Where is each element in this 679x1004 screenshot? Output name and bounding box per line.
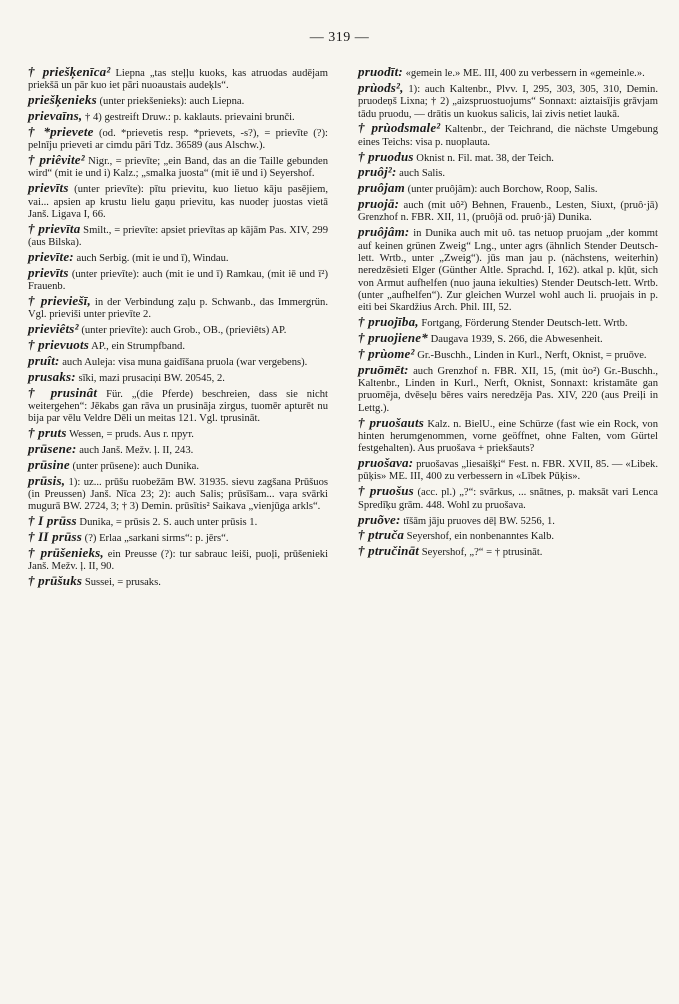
entry-headword: † *prievete xyxy=(28,123,94,139)
entry-headword: † prusinât xyxy=(28,384,98,400)
dictionary-entry xyxy=(28,220,328,250)
entry-text: (unter priekšenieks): auch Liepna. xyxy=(96,96,245,108)
dictionary-entry xyxy=(28,472,328,514)
entry-headword: prūsene: xyxy=(28,440,77,456)
entry-text: Nigr., = prievīte; „ein Band, das an die Taille gebunden wird“ (mit ie und i) Kalz.; „smalka juosta“ (mit iē und i) Seyershof. xyxy=(28,156,328,180)
entry-headword: † prieviešī, xyxy=(28,293,91,308)
dictionary-entry xyxy=(358,332,658,346)
entry-headword: † ptručināt xyxy=(358,543,420,559)
entry-text: Daugava 1939, S. 266, die Abwesenheit. xyxy=(427,334,603,346)
entry-text: 1): auch Kaltenbr., Plvv. I, 295, 303, 305, 310, Demin. pruodeņš Lixna; † 2) „aizspruostuojums“ Sonnaxt: aiztaisījis grāvjam tādu pruodu, — drātis un kuokus salicis, lai zivis netiet laukā. xyxy=(358,83,658,120)
dictionary-entry xyxy=(28,427,328,441)
dictionary-entry xyxy=(358,529,658,543)
entry-headword: prùods², xyxy=(358,79,404,95)
entry-headword: prusaks: xyxy=(28,368,76,384)
dictionary-entry xyxy=(358,166,658,180)
dictionary-entry xyxy=(358,545,658,559)
entry-headword: priešķenieks xyxy=(28,92,97,108)
entry-headword: pruôjam xyxy=(358,180,405,196)
dictionary-entry xyxy=(358,485,658,512)
entry-headword: † pruojība, xyxy=(358,314,419,330)
entry-headword: † prievīta xyxy=(28,220,81,236)
entry-text: (od. *prievetis resp. *prievets, -s?), = prievīte (?): pelnīju prieveti ar cimdu pāri Tdz. 36589 (aus Alschw.). xyxy=(28,127,328,152)
entry-headword: prievīts xyxy=(28,264,69,280)
dictionary-entry xyxy=(28,352,328,369)
entry-text: tīšām jāju pruoves dēļ BW. 5256, 1. xyxy=(400,515,555,527)
dictionary-entry xyxy=(28,440,328,457)
dictionary-entry xyxy=(28,154,328,181)
dictionary-entry xyxy=(358,316,658,330)
entry-text: auch Auleja: visa muna gaidīšana pruola (war vergebens). xyxy=(59,356,308,368)
dictionary-entry xyxy=(358,79,658,121)
entry-headword: † pruošus xyxy=(358,483,414,499)
entry-headword: † pruojiene* xyxy=(358,330,428,346)
entry-headword: pruôj²: xyxy=(358,164,397,180)
dictionary-entry xyxy=(28,94,328,108)
entry-text: (unter pruôjâm): auch Borchow, Roop, Salis. xyxy=(404,184,598,196)
left-column xyxy=(28,66,328,591)
page-number: — 319 — xyxy=(309,30,370,45)
entry-text: (unter prievīte): pītu prievitu, kuo lietuo kāju pasējiem, vai... apsien ap krustu lielu gaņu prievitu, kas nuodeŗ juostas vietā Janš. Ligava I, 66. xyxy=(28,184,328,220)
entry-headword: pruošava: xyxy=(358,455,414,471)
entry-headword: prūsine xyxy=(28,456,70,472)
entry-text: Smilt., = prievīte: apsiet prievītas ap kājām Pas. XIV, 299 (aus Bilska). xyxy=(28,224,328,249)
entry-headword: prūsis, xyxy=(28,472,66,488)
entry-text: Wessen, = pruds. Aus r. прут. xyxy=(66,429,194,441)
dictionary-entry xyxy=(28,182,328,221)
entry-text: in Dunika auch mit uô. tas netuop pruojam „der kommt auf keinen grünen Zweig“ Lng., unter agrs (ähnlich Stender Deutsch-lett. Wrtb., unter „Zweig“). jūs man jau p. (nächstens, weiterhin) neredzēsieti Elger (Günther Altle. Sprachd. I, 162). atkal p. kļūt, sich von Armut aufhelfen (nuo jauna iekulties) Stender Deutsch-lett. Wrtb. (unter „aufhelfen“). Zur gleichen Wurzel wohl auch li. pruojais in p. eiti bei Skardžius Arch. Phil. III, 52. xyxy=(358,228,658,314)
dictionary-entry xyxy=(28,575,328,589)
entry-text: ein Preusse (?): tur sabrauc leiši, puoļi, prūšenieki Janš. Mežv. ļ. II, 90. xyxy=(28,548,329,573)
dictionary-entry xyxy=(358,457,658,484)
entry-headword: † prievuots xyxy=(28,337,90,353)
entry-text: auch (mit uô²) Behnen, Frauenb., Lesten, Siuxt, (pruô·jā) Grenzhof n. FBR. XII, 11, (pruôjā od. pruô·jā) Dunika. xyxy=(358,200,658,224)
entry-text: Für. „(die Pferde) beschreien, dass sie nicht weitergehen“: Jēkabs gan rāva un prusināja zirgus, tuomēr apturēt nu bija par vēlu Veldre Dēli un meitas 121. Vgl. tprusināt. xyxy=(28,388,328,425)
entry-headword: † prùome² xyxy=(358,345,415,361)
dictionary-entry xyxy=(28,123,328,153)
entry-text: 1): uz... prūšu ruobežām BW. 31935. sievu zagšana Prūšuos (in Preussen) Janš. Nīca 23; 2): auch Salis; prūsīšam... vaŗa svārki mugurā BW. 2724, 3; † 3) Demin. prūsītis² Saikava „vienjūga arkls“. xyxy=(28,476,328,513)
entry-headword: † I prūss xyxy=(28,513,77,529)
entry-headword: † prùodsmale² xyxy=(358,120,441,136)
entry-text: auch Janš. Mežv. ļ. II, 243. xyxy=(76,444,194,456)
entry-text: (?) Erlaa „sarkani sirms“: p. jērs“. xyxy=(82,533,229,544)
entry-headword: prieviêts² xyxy=(28,321,79,337)
entry-text: pruošavas „liesaišķi“ Fest. n. FBR. XVII, 85. — «Libek. pūķis» ME. III, 400 zu verbessern in «Lībek Pūķis». xyxy=(358,459,658,483)
entry-headword: prievīts xyxy=(28,180,69,196)
entry-text: Oknist n. Fil. mat. 38, der Teich. xyxy=(413,152,554,164)
dictionary-entry xyxy=(28,544,329,574)
dictionary-entry xyxy=(28,110,328,124)
entry-headword: prievīte: xyxy=(28,248,74,264)
dictionary-entry xyxy=(28,368,328,385)
entry-text: Fortgang, Förderung Stender Deutsch-lett. Wrtb. xyxy=(418,318,628,330)
dictionary-entry xyxy=(358,182,658,196)
entry-headword: pruît: xyxy=(28,352,60,368)
entry-headword: prievaīns, xyxy=(28,108,83,124)
entry-text: Gr.-Buschh., Linden in Kurl., Nerft, Oknist, = pruōve. xyxy=(414,349,647,361)
dictionary-entry xyxy=(28,515,328,529)
entry-headword: † priešķenīca² xyxy=(28,64,111,79)
entry-headword: † pruts xyxy=(28,425,67,441)
entry-text: Dunika, = prūsis 2. S. auch unter prūsis 1. xyxy=(76,517,258,529)
entry-headword: † prūšenieks, xyxy=(28,544,104,560)
entry-text: Liepna „tas steļļu kuoks, kas atruodas audējam priekšā un pār kuo iet pāri nuoaustais audeķls“. xyxy=(28,68,328,92)
entry-text: (acc. pl.) „?“: svārkus, ... snātnes, p. maksāt vari Lenca Spredīķu grām. 448. Wohl zu pruošava. xyxy=(358,487,658,511)
entry-text: AP., ein Strumpfband. xyxy=(89,341,185,353)
dictionary-entry xyxy=(358,226,658,314)
right-column xyxy=(358,66,658,561)
entry-text: (unter prievīte): auch Grob., OB., (prieviêts) AP. xyxy=(78,325,287,337)
entry-text: Sussei, = prusaks. xyxy=(82,577,161,589)
dictionary-entry xyxy=(28,295,328,322)
entry-headword: † pruošauts xyxy=(358,414,425,430)
entry-text: (unter prievīte): auch (mit ie und ī) Ramkau, (mit iē und ī²) Frauenb. xyxy=(28,268,328,293)
entry-headword: pruōmēt: xyxy=(358,361,409,377)
dictionary-entry xyxy=(28,323,328,337)
entry-headword: † priêvite² xyxy=(28,152,85,168)
entry-headword: † pruodus xyxy=(358,148,414,164)
dictionary-entry xyxy=(358,148,658,165)
dictionary-entry xyxy=(358,198,658,225)
entry-headword: † ptruča xyxy=(358,527,405,543)
dictionary-entry xyxy=(358,345,658,362)
entry-text: Kalz. n. BielU., eine Schürze (fast wie ein Rock, von hinten herumgenommen, vorne geöffnet, ohne Falten, vom Gürtel festgehalten). Aus pruošava + priekšauts? xyxy=(358,418,658,455)
dictionary-entry xyxy=(358,122,658,149)
entry-text: Kaltenbr., der Teichrand, die nächste Umgebung eines Teichs: visa p. nuoplauta. xyxy=(358,124,658,148)
dictionary-entry xyxy=(358,511,658,528)
entry-text: † 4) gestreift Druw.: p. kaklauts. prievaini brunči. xyxy=(82,112,295,124)
dictionary-entry xyxy=(358,414,658,456)
dictionary-entry xyxy=(28,456,328,473)
entry-text: «gemein le.» ME. III, 400 zu verbessern in «gemeinle.». xyxy=(402,68,645,79)
entry-text: in der Verbindung zaļu p. Schwanb., das Immergrün. Vgl. prieviši unter prievīte 2. xyxy=(28,297,328,321)
dictionary-entry xyxy=(28,264,328,294)
entry-text: auch Salis. xyxy=(396,168,446,180)
entry-headword: pruõve: xyxy=(358,511,401,527)
entry-text: (unter prūsene): auch Dunika. xyxy=(69,460,200,472)
entry-text: Seyershof, ein nonbenanntes Kalb. xyxy=(404,531,555,543)
dictionary-entry xyxy=(28,339,328,353)
dictionary-entry xyxy=(358,66,658,80)
dictionary-entry xyxy=(358,361,658,415)
entry-headword: pruojā: xyxy=(358,196,400,212)
dictionary-entry xyxy=(28,248,328,265)
entry-headword: pruôjâm: xyxy=(358,224,410,240)
entry-text: sīki, mazi prusaciņi BW. 20545, 2. xyxy=(75,372,225,384)
entry-text: auch Grenzhof n. FBR. XII, 15, (mit ùo²) Gr.-Buschh., Kaltenbr., Linden in Kurl., Nerft, Oknist, Sonnaxt: kristamāte gan pruomēja, dvēseļu bēres vairs neredzēja Pas. XIV, 220 (aus Preiļi in Lettg.). xyxy=(358,365,658,414)
entry-text: auch Serbig. (mit ie und ī), Windau. xyxy=(73,252,229,264)
dictionary-entry xyxy=(28,66,328,93)
entry-text: Seyershof, „?“ = † ptrusināt. xyxy=(419,547,543,559)
dictionary-entry xyxy=(28,384,328,426)
entry-headword: † II prūss xyxy=(28,529,83,544)
entry-headword: pruodīt: xyxy=(358,64,403,79)
entry-headword: † prūšuks xyxy=(28,573,83,589)
dictionary-entry xyxy=(28,531,328,545)
